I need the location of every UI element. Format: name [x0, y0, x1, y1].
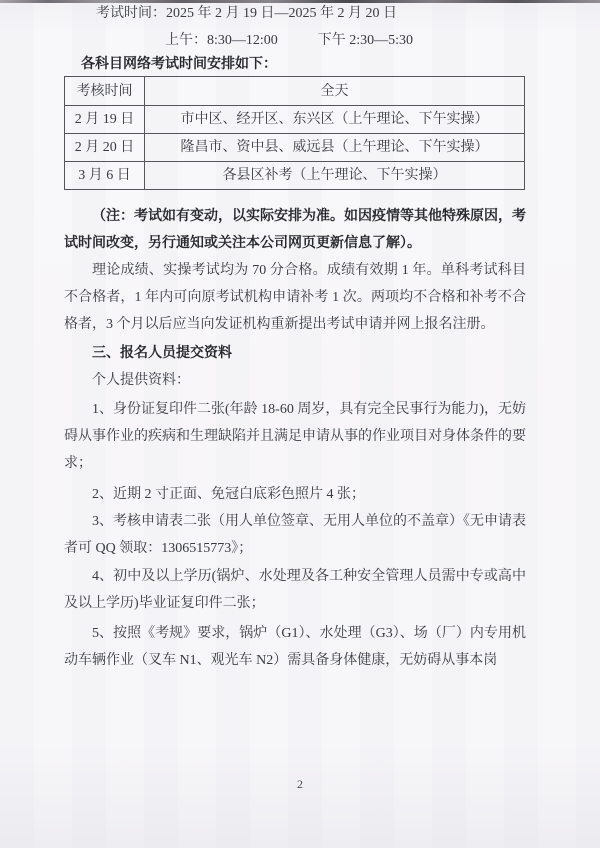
page-number: 2: [297, 777, 303, 791]
session-morning: 上午：8:30—12:00: [165, 33, 278, 48]
table-row: [65, 162, 525, 190]
material-item-2: 2、近期 2 寸正面、免冠白底彩色照片 4 张；: [92, 487, 365, 502]
table-cell-date: 2 月 19 日: [65, 106, 145, 134]
table-cell-date: 2 月 20 日: [65, 134, 145, 162]
session-afternoon: 下午 2:30—5:30: [317, 33, 414, 48]
material-item-3: 3、考核申请表二张（用人单位签章、无用人单位的不盖章）《无申请表者可 QQ 领取：1306515773》；: [64, 514, 526, 556]
material-item-1: 1、身份证复印件二张(年龄 18-60 周岁，具有完全民事行为能力)，无妨碍从事作业的疾病和生理缺陷并且满足申请从事的作业项目对身体条件的要求；: [64, 402, 526, 471]
exam-schedule-table: [64, 76, 525, 190]
exam-time-line: 考试时间：2025 年 2 月 19 日—2025 年 2 月 20 日: [96, 6, 397, 21]
schedule-table-intro: 各科目网络考试时间安排如下：: [81, 57, 277, 72]
table-cell-location: 市中区、经开区、东兴区（上午理论、下午实操）: [145, 106, 525, 134]
table-row: [65, 134, 525, 162]
table-header-row: [65, 77, 525, 106]
table-row: [65, 106, 525, 134]
table-cell-location: 各县区补考（上午理论、下午实操）: [145, 162, 525, 190]
table-header-allday: 全天: [145, 77, 525, 106]
document-content: [64, 0, 526, 674]
note-paragraph: （注：考试如有变动，以实际安排为准。如因疫情等其他特殊原因，考试时间改变，另行通知或关注本公司网页更新信息了解）。: [64, 209, 526, 251]
section3-heading: 三、报名人员提交资料: [92, 346, 232, 361]
material-item-4: 4、初中及以上学历(锅炉、水处理及各工种安全管理人员需中专或高中及以上学历)毕业证复印件二张；: [64, 569, 526, 611]
exam-session-line: [64, 27, 526, 54]
material-item-5: 5、按照《考规》要求，锅炉（G1）、水处理（G3）、场（厂）内专用机动车辆作业（叉车 N1、观光车 N2）需具备身体健康，无妨碍从事本岗: [64, 626, 526, 668]
materials-intro: 个人提供资料：: [92, 373, 190, 388]
table-cell-date: 3 月 6 日: [65, 162, 145, 190]
passing-score-paragraph: 理论成绩、实操考试均为 70 分合格。成绩有效期 1 年。单科考试科目不合格者，1 年内可向原考试机构申请补考 1 次。两项均不合格和补考不合格者，3 个月以后应当向发证机构重新提出考试申请并网上报名注册。: [64, 263, 526, 332]
table-header-time: 考核时间: [65, 77, 145, 106]
table-cell-location: 隆昌市、资中县、威远县（上午理论、下午实操）: [145, 134, 525, 162]
